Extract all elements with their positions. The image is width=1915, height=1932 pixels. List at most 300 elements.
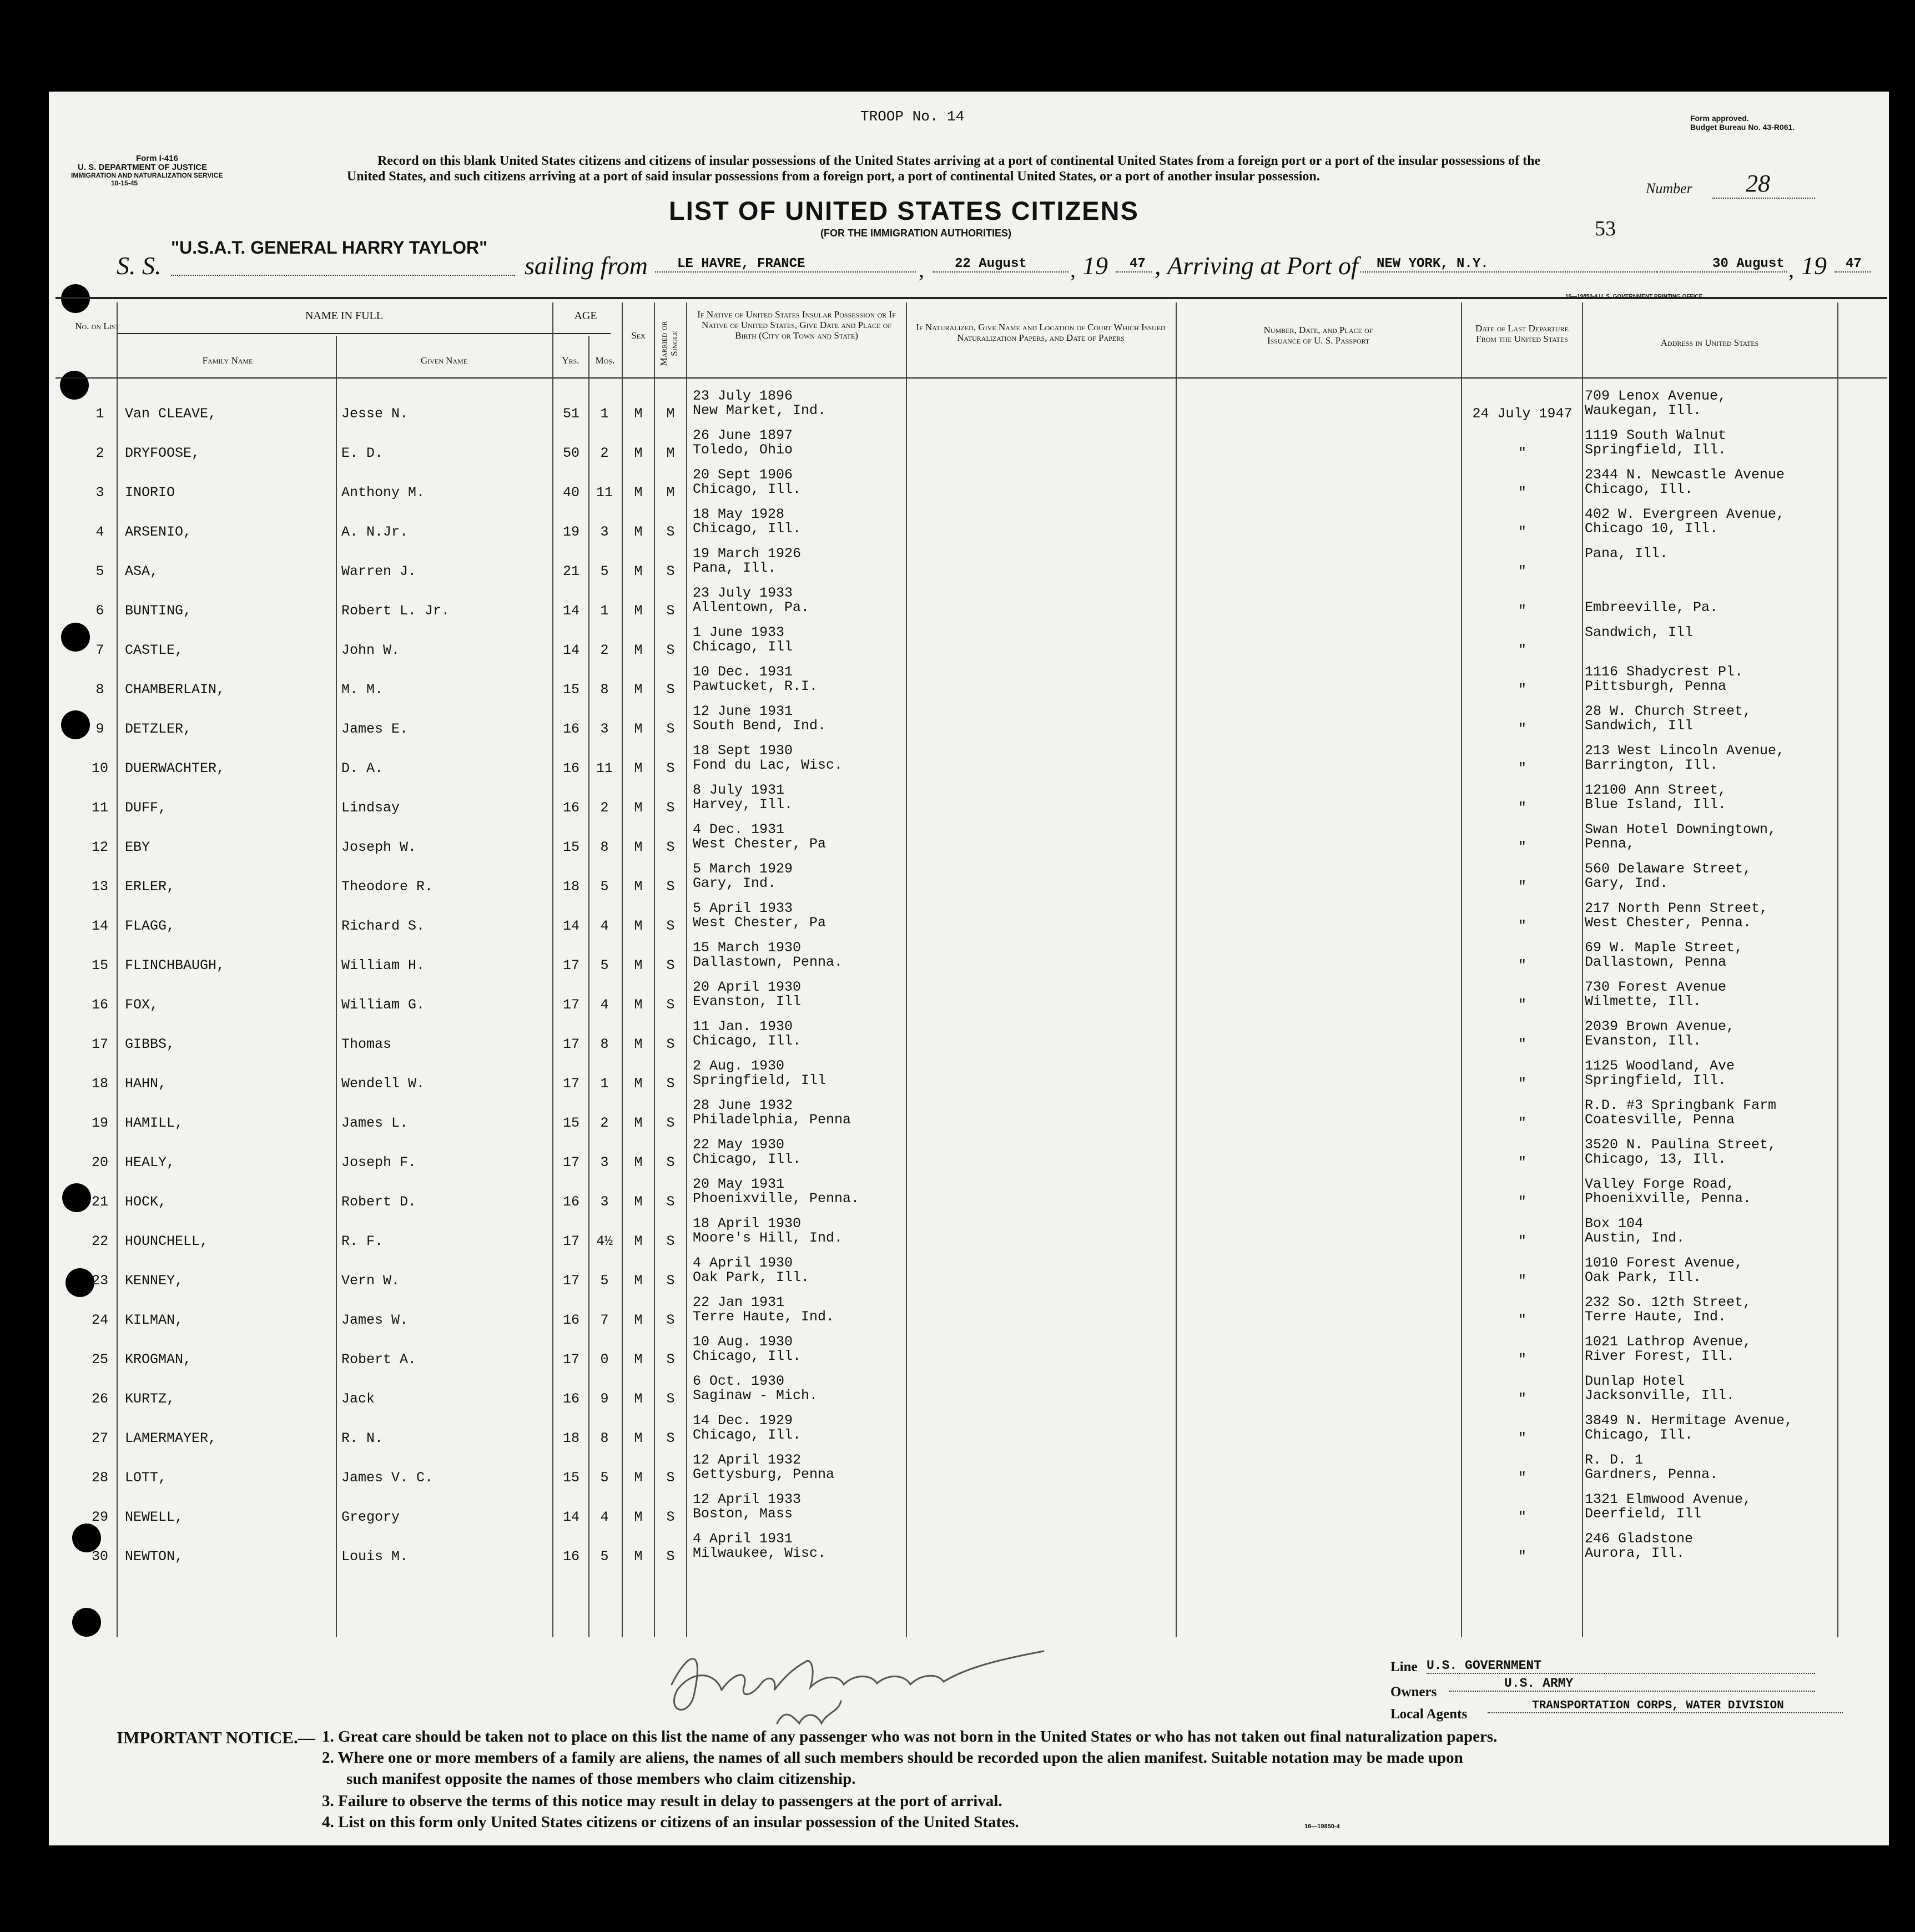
family-name: KENNEY,: [125, 1273, 184, 1289]
family-name: DRYFOOSE,: [125, 445, 200, 461]
notice-item-3: 3. Failure to observe the terms of this notice may result in delay to passengers at the port of arrival.: [322, 1792, 1002, 1810]
given-name: William H.: [341, 957, 425, 973]
last-departure: ": [1518, 760, 1526, 776]
address-line-1: 1321 Elmwood Avenue,: [1585, 1491, 1752, 1507]
address-line-1: 217 North Penn Street,: [1585, 900, 1768, 916]
family-name: ASA,: [125, 563, 159, 579]
age-years: 15: [562, 839, 579, 855]
last-departure: ": [1518, 485, 1526, 501]
sex: M: [634, 1470, 643, 1486]
given-name: Lindsay: [341, 800, 400, 816]
sex: M: [634, 1076, 643, 1092]
col-header-no: No. on List: [75, 321, 119, 331]
age-months: 5: [600, 957, 609, 973]
age-months: 5: [600, 1470, 609, 1486]
address-line-2: River Forest, Ill.: [1585, 1348, 1735, 1364]
birth-date: 20 May 1931: [693, 1176, 785, 1192]
last-departure: ": [1518, 1351, 1526, 1368]
age-months: 4: [600, 918, 609, 934]
last-departure: ": [1518, 445, 1526, 461]
rule: [56, 377, 1887, 379]
marital-status: S: [666, 879, 675, 895]
birth-date: 23 July 1933: [693, 585, 793, 601]
row-number: 29: [91, 1509, 108, 1525]
given-name: D. A.: [341, 760, 384, 776]
family-name: DUERWACHTER,: [125, 760, 225, 776]
row-number: 21: [91, 1194, 108, 1210]
signature-mark: [655, 1635, 1055, 1740]
address-line-2: Chicago 10, Ill.: [1585, 521, 1719, 537]
address-line-2: Chicago, 13, Ill.: [1585, 1151, 1727, 1167]
marital-status: S: [666, 524, 675, 540]
birth-date: 12 June 1931: [693, 703, 793, 719]
col-header-name: NAME IN FULL: [305, 310, 383, 322]
birth-place: Pana, Ill.: [693, 560, 777, 576]
last-departure: ": [1518, 1154, 1526, 1171]
row-number: 10: [91, 760, 108, 776]
address-line-1: 232 So. 12th Street,: [1585, 1294, 1752, 1310]
last-departure: ": [1518, 1194, 1526, 1210]
row-number: 22: [91, 1233, 108, 1249]
birth-place: Chicago, Ill.: [693, 1033, 802, 1049]
address-line-2: Gary, Ind.: [1585, 875, 1669, 891]
address-line-2: Aurora, Ill.: [1585, 1545, 1685, 1561]
sex: M: [634, 1273, 643, 1289]
birth-place: Dallastown, Penna.: [693, 954, 843, 970]
column-rule: [654, 302, 655, 1637]
birth-place: Pawtucket, R.I.: [693, 678, 818, 694]
address-line-2: Springfield, Ill.: [1585, 442, 1727, 458]
arrival-port: NEW YORK, N.Y.: [1360, 256, 1657, 273]
family-name: LOTT,: [125, 1470, 167, 1486]
address-line-2: Penna,: [1585, 836, 1635, 852]
marital-status: S: [666, 1273, 675, 1289]
marital-status: S: [666, 721, 675, 737]
address-line-2: Springfield, Ill.: [1585, 1072, 1727, 1088]
marital-status: S: [666, 1430, 675, 1446]
row-number: 19: [91, 1115, 108, 1131]
marital-status: S: [666, 957, 675, 973]
year-prefix: 19: [1801, 251, 1827, 280]
address-line-1: R. D. 1: [1585, 1452, 1644, 1468]
birth-date: 18 May 1928: [693, 506, 785, 522]
last-departure: ": [1518, 957, 1526, 973]
row-number: 12: [91, 839, 108, 855]
age-years: 17: [562, 1076, 579, 1092]
age-years: 17: [562, 1351, 579, 1368]
marital-status: S: [666, 603, 675, 619]
birth-place: Chicago, Ill.: [693, 481, 802, 497]
age-years: 50: [562, 445, 579, 461]
marital-status: S: [666, 1548, 675, 1565]
birth-place: Chicago, Ill.: [693, 1348, 802, 1364]
age-years: 17: [562, 957, 579, 973]
address-line-2: Dallastown, Penna: [1585, 954, 1727, 970]
age-years: 18: [562, 879, 579, 895]
birth-place: West Chester, Pa: [693, 915, 827, 931]
column-rule: [1582, 302, 1583, 1637]
year-prefix: 19: [1082, 251, 1108, 280]
family-name: CASTLE,: [125, 642, 184, 658]
last-departure: ": [1518, 524, 1526, 540]
address-line-1: 1010 Forest Avenue,: [1585, 1255, 1743, 1271]
birth-date: 14 Dec. 1929: [693, 1413, 793, 1429]
arrival-year: 47: [1835, 256, 1871, 273]
birth-date: 20 Sept 1906: [693, 467, 793, 483]
age-years: 19: [562, 524, 579, 540]
column-rule: [906, 302, 907, 1637]
arriving-label: , Arriving at Port of: [1155, 251, 1358, 280]
address-line-2: Phoenixville, Penna.: [1585, 1191, 1752, 1207]
family-name: LAMERMAYER,: [125, 1430, 217, 1446]
age-months: 4: [600, 997, 609, 1013]
sex: M: [634, 406, 643, 422]
birth-date: 23 July 1896: [693, 388, 793, 404]
port-of-departure: LE HAVRE, FRANCE: [655, 256, 916, 273]
departure-date: 22 August: [933, 256, 1069, 273]
column-rule: [686, 302, 687, 1637]
birth-place: Phoenixville, Penna.: [693, 1191, 860, 1207]
sex: M: [634, 879, 643, 895]
row-number: 27: [91, 1430, 108, 1446]
age-years: 17: [562, 1154, 579, 1171]
last-departure: ": [1518, 1076, 1526, 1092]
col-header-birth: If Native of United States Insular Possession or If Native of United States, Give Date and Place of Birth (City or Town and State): [697, 309, 896, 341]
row-number: 20: [91, 1154, 108, 1171]
address-line-1: 1116 Shadycrest Pl.: [1585, 664, 1743, 680]
age-months: 3: [600, 1194, 609, 1210]
sex: M: [634, 1115, 643, 1131]
row-number: 24: [91, 1312, 108, 1328]
marital-status: S: [666, 1470, 675, 1486]
given-name: Anthony M.: [341, 485, 425, 501]
address-line-1: 2344 N. Newcastle Avenue: [1585, 467, 1785, 483]
notice-item-4: 4. List on this form only United States citizens or citizens of an insular possession of the United States.: [322, 1813, 1019, 1831]
address-line-1: 1125 Woodland, Ave: [1585, 1058, 1735, 1074]
agents-label: Local Agents: [1390, 1707, 1468, 1722]
last-departure: ": [1518, 1233, 1526, 1249]
age-months: 4: [600, 1509, 609, 1525]
age-years: 14: [562, 1509, 579, 1525]
birth-place: Oak Park, Ill.: [693, 1269, 810, 1285]
address-line-2: Sandwich, Ill: [1585, 718, 1694, 734]
birth-date: 5 March 1929: [693, 861, 793, 877]
address-line-1: 12100 Ann Street,: [1585, 782, 1727, 798]
birth-date: 11 Jan. 1930: [693, 1018, 793, 1035]
age-months: 8: [600, 1430, 609, 1446]
given-name: M. M.: [341, 682, 384, 698]
family-name: ERLER,: [125, 879, 175, 895]
birth-place: Saginaw - Mich.: [693, 1388, 818, 1404]
service: IMMIGRATION AND NATURALIZATION SERVICE: [71, 171, 223, 179]
address-line-1: 560 Delaware Street,: [1585, 861, 1752, 877]
given-name: R. N.: [341, 1430, 384, 1446]
birth-date: 10 Dec. 1931: [693, 664, 793, 680]
column-rule: [1837, 302, 1838, 1637]
marital-status: M: [666, 485, 675, 501]
sex: M: [634, 918, 643, 934]
sex: M: [634, 839, 643, 855]
last-departure: ": [1518, 879, 1526, 895]
address-line-1: Pana, Ill.: [1585, 546, 1669, 562]
sex: M: [634, 603, 643, 619]
col-header-naturalized: If Naturalized, Give Name and Location of Court Which Issued Naturalization Papers, and Date of Papers: [916, 322, 1166, 343]
family-name: FLAGG,: [125, 918, 175, 934]
given-name: Theodore R.: [341, 879, 434, 895]
birth-place: Fond du Lac, Wisc.: [693, 757, 843, 773]
printing-office: 16—19850-4 U. S. GOVERNMENT PRINTING OFFICE: [1565, 294, 1703, 300]
arrival-date: 30 August: [1657, 256, 1787, 273]
sex: M: [634, 1036, 643, 1052]
given-name: Wendell W.: [341, 1076, 425, 1092]
row-number: 1: [95, 406, 104, 422]
marital-status: S: [666, 682, 675, 698]
col-header-address: Address in United States: [1660, 337, 1759, 348]
row-number: 11: [91, 800, 108, 816]
last-departure: ": [1518, 1273, 1526, 1289]
age-years: 15: [562, 1470, 579, 1486]
family-name: HAHN,: [125, 1076, 167, 1092]
birth-date: 2 Aug. 1930: [693, 1058, 785, 1074]
given-name: William G.: [341, 997, 425, 1013]
row-number: 9: [95, 721, 104, 737]
birth-place: Chicago, Ill.: [693, 1427, 802, 1443]
row-number: 5: [95, 563, 104, 579]
address-line-1: Sandwich, Ill: [1585, 624, 1694, 640]
given-name: Robert L. Jr.: [341, 603, 450, 619]
sex: M: [634, 957, 643, 973]
comma: ,: [1788, 257, 1794, 282]
family-name: GIBBS,: [125, 1036, 175, 1052]
address-line-2: Chicago, Ill.: [1585, 481, 1694, 497]
address-line-1: 69 W. Maple Street,: [1585, 940, 1743, 956]
birth-place: New Market, Ind.: [693, 402, 827, 418]
department: U. S. DEPARTMENT OF JUSTICE: [78, 163, 208, 172]
birth-date: 6 Oct. 1930: [693, 1373, 785, 1389]
page-subtitle: (FOR THE IMMIGRATION AUTHORITIES): [820, 228, 1011, 239]
family-name: HOCK,: [125, 1194, 167, 1210]
given-name: A. N.Jr.: [341, 524, 409, 540]
address-line-1: 213 West Lincoln Avenue,: [1585, 743, 1785, 759]
given-name: Vern W.: [341, 1273, 400, 1289]
sex: M: [634, 1509, 643, 1525]
number-label: Number: [1646, 180, 1692, 196]
line-label: Line: [1390, 1659, 1418, 1674]
address-line-2: Gardners, Penna.: [1585, 1466, 1719, 1482]
address-line-1: Dunlap Hotel: [1585, 1373, 1685, 1389]
row-number: 18: [91, 1076, 108, 1092]
column-rule: [1461, 302, 1462, 1637]
age-months: 2: [600, 642, 609, 658]
given-name: James L.: [341, 1115, 409, 1131]
family-name: INORIO: [125, 485, 175, 501]
age-years: 16: [562, 1312, 579, 1328]
sex: M: [634, 1154, 643, 1171]
row-number: 26: [91, 1391, 108, 1407]
marital-status: M: [666, 445, 675, 461]
age-months: 8: [600, 839, 609, 855]
row-number: 8: [95, 682, 104, 698]
given-name: Richard S.: [341, 918, 425, 934]
agents-value: TRANSPORTATION CORPS, WATER DIVISION: [1488, 1699, 1843, 1713]
birth-place: Springfield, Ill: [693, 1072, 827, 1088]
row-number: 15: [91, 957, 108, 973]
sex: M: [634, 1430, 643, 1446]
last-departure: ": [1518, 1548, 1526, 1565]
address-line-1: Box 104: [1585, 1215, 1644, 1232]
address-line-2: Blue Island, Ill.: [1585, 796, 1727, 813]
list-number: 28: [1712, 169, 1815, 199]
row-number: 3: [95, 485, 104, 501]
birth-date: 4 April 1930: [693, 1255, 793, 1271]
family-name: NEWTON,: [125, 1548, 184, 1565]
birth-place: Chicago, Ill: [693, 639, 793, 655]
address-line-2: Coatesville, Penna: [1585, 1112, 1735, 1128]
marital-status: S: [666, 1194, 675, 1210]
birth-date: 18 April 1930: [693, 1215, 802, 1232]
form-id: Form I-416: [136, 154, 178, 163]
address-line-2: West Chester, Penna.: [1585, 915, 1752, 931]
family-name: ARSENIO,: [125, 524, 192, 540]
address-line-1: 709 Lenox Avenue,: [1585, 388, 1727, 404]
given-name: Robert A.: [341, 1351, 417, 1368]
family-name: FLINCHBAUGH,: [125, 957, 225, 973]
column-rule: [552, 302, 553, 1637]
marital-status: S: [666, 918, 675, 934]
row-number: 4: [95, 524, 104, 540]
row-number: 13: [91, 879, 108, 895]
age-years: 18: [562, 1430, 579, 1446]
age-months: 1: [600, 406, 609, 422]
row-number: 2: [95, 445, 104, 461]
last-departure: ": [1518, 721, 1526, 737]
row-number: 17: [91, 1036, 108, 1052]
address-line-2: Barrington, Ill.: [1585, 757, 1719, 773]
address-line-1: Swan Hotel Downingtown,: [1585, 821, 1777, 838]
age-months: 1: [600, 1076, 609, 1092]
given-name: Joseph F.: [341, 1154, 417, 1171]
last-departure: ": [1518, 997, 1526, 1013]
address-line-1: 730 Forest Avenue: [1585, 979, 1727, 995]
birth-date: 4 Dec. 1931: [693, 821, 785, 838]
column-rule: [1176, 302, 1177, 1637]
age-years: 16: [562, 1391, 579, 1407]
rule: [552, 333, 611, 334]
marital-status: S: [666, 563, 675, 579]
last-departure: ": [1518, 682, 1526, 698]
address-line-1: 3520 N. Paulina Street,: [1585, 1137, 1777, 1153]
col-header-passport: Number, Date, and Place of Issuance of U. S. Passport: [1263, 325, 1373, 346]
sex: M: [634, 1312, 643, 1328]
age-months: 8: [600, 1036, 609, 1052]
given-name: R. F.: [341, 1233, 384, 1249]
row-number: 14: [91, 918, 108, 934]
address-line-1: 246 Gladstone: [1585, 1531, 1694, 1547]
last-departure: ": [1518, 918, 1526, 934]
address-line-1: 3849 N. Hermitage Avenue,: [1585, 1413, 1793, 1429]
owners-label: Owners: [1390, 1684, 1437, 1699]
age-months: 4½: [596, 1233, 613, 1249]
age-months: 3: [600, 524, 609, 540]
last-departure: ": [1518, 603, 1526, 619]
comma: ,: [919, 257, 924, 282]
family-name: KILMAN,: [125, 1312, 184, 1328]
family-name: Van CLEAVE,: [125, 406, 217, 422]
age-months: 5: [600, 1273, 609, 1289]
notice-title: IMPORTANT NOTICE.—: [117, 1728, 315, 1747]
address-line-2: Terre Haute, Ind.: [1585, 1309, 1727, 1325]
marital-status: S: [666, 800, 675, 816]
age-months: 3: [600, 1154, 609, 1171]
last-departure: ": [1518, 1430, 1526, 1446]
birth-date: 28 June 1932: [693, 1097, 793, 1113]
birth-place: Milwaukee, Wisc.: [693, 1545, 827, 1561]
birth-date: 10 Aug. 1930: [693, 1334, 793, 1350]
given-name: Joseph W.: [341, 839, 417, 855]
record-instructions: Record on this blank United States citizens and citizens of insular possessions of the United States arriving at a port of continental United States from a foreign port or a port of the insular possessions of the United States, and such citizens arriving at a port of said insular possessions from a foreign port, a port of continental United States, or a port of another insular possession.: [347, 154, 1541, 184]
age-months: 5: [600, 563, 609, 579]
age-years: 16: [562, 800, 579, 816]
sex: M: [634, 997, 643, 1013]
age-years: 16: [562, 760, 579, 776]
birth-date: 22 Jan 1931: [693, 1294, 785, 1310]
sex: M: [634, 1233, 643, 1249]
ship-name: "U.S.A.T. GENERAL HARRY TAYLOR": [171, 238, 515, 276]
address-line-2: Deerfield, Ill: [1585, 1506, 1702, 1522]
marital-status: S: [666, 642, 675, 658]
marital-status: S: [666, 1036, 675, 1052]
age-months: 3: [600, 721, 609, 737]
given-name: Warren J.: [341, 563, 417, 579]
marital-status: S: [666, 1233, 675, 1249]
given-name: John W.: [341, 642, 400, 658]
col-header-age: AGE: [574, 310, 597, 322]
family-name: CHAMBERLAIN,: [125, 682, 225, 698]
birth-place: Boston, Mass: [693, 1506, 793, 1522]
birth-place: Evanston, Ill: [693, 993, 802, 1010]
age-months: 5: [600, 879, 609, 895]
address-line-1: Valley Forge Road,: [1585, 1176, 1735, 1192]
marital-status: S: [666, 839, 675, 855]
marital-status: S: [666, 1312, 675, 1328]
troop-number: TROOP No. 14: [860, 108, 965, 125]
notice-item-2-cont: such manifest opposite the names of those members who claim citizenship.: [346, 1770, 856, 1788]
row-number: 7: [95, 642, 104, 658]
last-departure: ": [1518, 1509, 1526, 1525]
marital-status: S: [666, 1076, 675, 1092]
age-years: 14: [562, 918, 579, 934]
birth-place: Toledo, Ohio: [693, 442, 793, 458]
sex: M: [634, 524, 643, 540]
address-line-2: Wilmette, Ill.: [1585, 993, 1702, 1010]
age-months: 11: [596, 485, 613, 501]
form-date: 10-15-45: [111, 179, 138, 187]
given-name: James V. C.: [341, 1470, 434, 1486]
marital-status: S: [666, 760, 675, 776]
age-months: 0: [600, 1351, 609, 1368]
line-value: U.S. GOVERNMENT: [1427, 1658, 1815, 1674]
page-title: LIST OF UNITED STATES CITIZENS: [669, 196, 1139, 225]
family-name: KROGMAN,: [125, 1351, 192, 1368]
birth-date: 8 July 1931: [693, 782, 785, 798]
birth-date: 26 June 1897: [693, 427, 793, 443]
age-years: 15: [562, 1115, 579, 1131]
sex: M: [634, 563, 643, 579]
given-name: James W.: [341, 1312, 409, 1328]
given-name: E. D.: [341, 445, 384, 461]
age-months: 11: [596, 760, 613, 776]
address-line-1: 2039 Brown Avenue,: [1585, 1018, 1735, 1035]
